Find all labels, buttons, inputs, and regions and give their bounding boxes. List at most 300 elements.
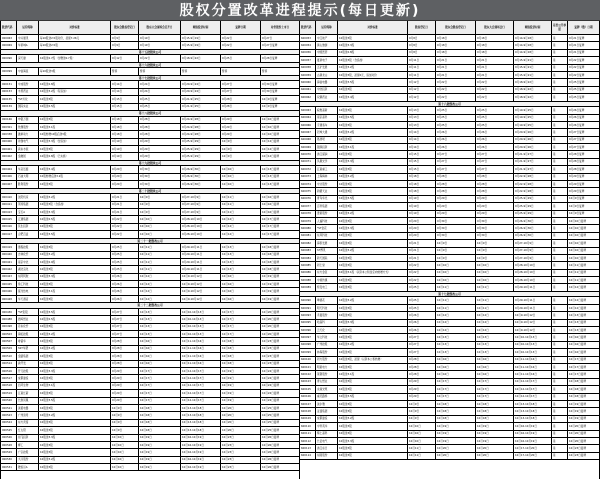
table-cell: 9月25日 (476, 107, 514, 114)
table-cell: 10股转增后送3.2股 (39, 174, 111, 181)
table-cell: 10月18日 (436, 408, 476, 415)
table-cell: 10股送3股 (39, 464, 111, 471)
column-header: 复牌（数）日期 (568, 21, 599, 35)
table-cell: 明星电力 (316, 364, 338, 371)
table-cell: 600072 (300, 166, 316, 173)
table-cell: 9月28-10月10日 (181, 231, 221, 238)
table-cell: 10月11日 (408, 445, 436, 452)
table-cell: 10股送3股 (39, 96, 111, 103)
table-cell: 10月9日 (111, 427, 139, 434)
table-cell: 10股送3.3股 (39, 274, 111, 281)
table-cell: 10股送3股 (338, 137, 408, 144)
table-cell: 9月27日 (436, 166, 476, 173)
table-cell: 9月21日 (111, 202, 139, 209)
table-cell: 600086 (300, 270, 316, 277)
table-cell: 10月18日复牌 (568, 379, 599, 386)
table-cell: 10月11日 (476, 305, 514, 312)
table-cell: 10月12日 (221, 224, 261, 231)
table-cell: 600056 (300, 50, 316, 57)
table-cell: 600071 (300, 159, 316, 166)
table-cell: 9月25日 (476, 115, 514, 122)
table-cell: 10月9日 (111, 420, 139, 427)
table-cell: 9月13日 (408, 107, 436, 114)
table-cell: 9月27日复牌 (568, 129, 599, 136)
table-cell: 许继电气 (17, 139, 39, 146)
table-cell: 10月24日复牌 (261, 368, 299, 375)
table-row (300, 334, 599, 341)
table-cell: 10月12日 (476, 327, 514, 334)
table-cell: 9月30日 (476, 225, 514, 232)
table-cell: 10股送3股 (338, 188, 408, 195)
table-cell: 9月28日 (408, 371, 436, 378)
table-cell: 600054 (300, 42, 316, 49)
table-cell: 9月25日 (436, 107, 476, 114)
table-cell: 东方金钰 (316, 270, 338, 277)
table-cell: 9月26日 (111, 288, 139, 295)
table-cell: 9月14日 (111, 89, 139, 96)
table-cell: 9月25日复牌 (568, 94, 599, 101)
table-cell: 10月20日 (436, 445, 476, 452)
table-row (1, 42, 299, 49)
table-cell: 10股送3.2股 (338, 65, 408, 72)
table-row (1, 346, 299, 353)
table-row (300, 225, 599, 232)
table-cell: 9月21日复牌 (568, 50, 599, 57)
table-cell: 10月11日 (476, 284, 514, 291)
table-cell: 南京中北 (17, 259, 39, 266)
table-cell: 10月16日 (436, 371, 476, 378)
table-cell: 9月21-9月27日 (514, 166, 552, 173)
table-cell: 10股送3股 (39, 181, 111, 188)
table-cell: 10月12日 (139, 274, 181, 281)
table-cell: 10月20日复牌 (261, 309, 299, 316)
table-cell: 10月19日 (139, 442, 181, 449)
table-cell: 9月15-9月19日 (181, 35, 221, 42)
table-cell: 10月13日 (476, 342, 514, 349)
table-cell: 江南重工 (316, 166, 338, 173)
table-cell: 10月23日复牌 (568, 445, 599, 452)
table-cell: 10月11-10月16日 (181, 353, 221, 360)
table-cell: 10月12日 (436, 312, 476, 319)
table-cell: 10月25日复牌 (261, 427, 299, 434)
table-cell: 9月27-10月9日 (514, 248, 552, 255)
table-cell: 600063 (300, 107, 316, 114)
table-cell: 是 (552, 159, 568, 166)
table-cell: 柳工 (17, 442, 39, 449)
table-cell: 000517 (1, 375, 17, 382)
table-cell: 9月20日 (111, 181, 139, 188)
table-row (300, 401, 599, 408)
table-cell: 宇通客车 (316, 122, 338, 129)
table-row (300, 218, 599, 225)
table-cell: 000526 (1, 435, 17, 442)
table-header (1, 21, 299, 35)
table-cell: 10月10日 (111, 464, 139, 471)
table-cell: 10月24日复牌 (261, 398, 299, 405)
table-cell: 9月28日 (408, 357, 436, 364)
table-cell: 9月22日复牌 (568, 65, 599, 72)
table-cell: 9月28日 (221, 96, 261, 103)
table-row (300, 94, 599, 101)
table-cell: 10月10日 (111, 442, 139, 449)
table-cell: 10股送3股 (39, 405, 111, 412)
table-cell: 600097 (300, 334, 316, 341)
title-banner (0, 0, 600, 21)
table-cell: 9月29日 (111, 390, 139, 397)
table-cell: 600098 (300, 342, 316, 349)
table-row (300, 438, 599, 445)
table-cell: 10股送3.3股 (338, 320, 408, 327)
table-cell: 10月10日 (436, 270, 476, 277)
table-cell: 9月25-9月29日 (181, 146, 221, 153)
table-cell: 中信海直 (17, 68, 39, 75)
table-cell: 9月14日 (408, 137, 436, 144)
table-cell: 9月19日 (111, 146, 139, 153)
table-cell: 10月11日 (436, 284, 476, 291)
table-cell: 10月16-10月19日 (181, 464, 221, 471)
table-cell: 9月29日复牌 (568, 188, 599, 195)
table-cell: 10月10日复牌 (568, 240, 599, 247)
table-cell: 9月21日 (436, 72, 476, 79)
table-cell: 000507 (1, 338, 17, 345)
table-cell: 9月18日 (476, 50, 514, 57)
table-cell: 10股送3.2股 (338, 416, 408, 423)
table-cell: 10月26日复牌 (261, 464, 299, 471)
table-row (1, 202, 299, 209)
table-cell: 9月15-9月21日 (514, 57, 552, 64)
table-cell: 是 (552, 65, 568, 72)
table-cell: 中纺投资 (316, 87, 338, 94)
table-cell: 美尔雅 (316, 401, 338, 408)
table-cell: 华意压缩 (17, 166, 39, 173)
table-cell: 9月20日 (111, 174, 139, 181)
table-cell: 9月18日 (436, 42, 476, 49)
table-cell: 9月26-9月30日 (181, 174, 221, 181)
table-cell: 10月23日 (221, 435, 261, 442)
table-cell: 每10股送3股 (39, 68, 111, 75)
table-row (1, 181, 299, 188)
table-cell: 是 (552, 386, 568, 393)
table-cell: 长航凤凰 (17, 398, 39, 405)
table-cell: 10月10-10月13日 (514, 342, 552, 349)
table-cell: 000413 (1, 209, 17, 216)
table-cell: 10月12日 (476, 312, 514, 319)
table-row (300, 327, 599, 334)
table-cell: 9月15日 (408, 166, 436, 173)
table-cell: 9月19日 (139, 42, 181, 49)
section-divider: 第十六批股改公司 (1, 63, 299, 69)
table-cell: 东风科技 (316, 233, 338, 240)
table-cell: 是 (552, 42, 568, 49)
table-cell: 亚盛集团 (316, 408, 338, 415)
table-cell: 9月30日 (476, 218, 514, 225)
table-cell: 冠城大通 (316, 129, 338, 136)
table-row (300, 174, 599, 181)
table-cell: 9月11日 (408, 65, 436, 72)
table-row (1, 104, 299, 111)
table-cell: 10月19日 (476, 423, 514, 430)
table-cell: 10月19日 (436, 423, 476, 430)
table-cell: 10月9日 (408, 416, 436, 423)
table-cell: 10月9日 (221, 153, 261, 160)
table-cell: 10月9日复牌 (261, 104, 299, 111)
table-cell: 9月27-10月9日 (514, 240, 552, 247)
table-cell: 10月13-10月18日 (181, 420, 221, 427)
table-cell: 徐工科技 (17, 281, 39, 288)
table-cell: 9月22-9月28日 (514, 181, 552, 188)
column-header: 股东大会现场会召开日 (139, 21, 181, 35)
table-cell: 10股送3.2股 (338, 297, 408, 304)
table-cell: 10月10日 (111, 449, 139, 456)
table-cell: 是 (552, 137, 568, 144)
table-cell: 10股送3.2股 (338, 211, 408, 218)
table-cell: 是 (552, 144, 568, 151)
table-cell: 10月18日 (476, 401, 514, 408)
table-cell: 是 (552, 129, 568, 136)
table-cell: 000099 (1, 68, 17, 75)
table-cell: 000503 (1, 331, 17, 338)
column-header: 证券简称 (17, 21, 39, 35)
table-cell: 9月27日 (476, 151, 514, 158)
table-cell: 10股送3.5股 (39, 309, 111, 316)
table-cell: 10月18日 (221, 338, 261, 345)
table-cell: 10月18日复牌 (261, 244, 299, 251)
table-row (1, 368, 299, 375)
table-cell: 10股送3股 (338, 107, 408, 114)
table-cell: 10月11日 (139, 244, 181, 251)
table-cell: 10月16日 (139, 361, 181, 368)
table-cell: 富龙热电 (17, 288, 39, 295)
table-cell: 10月17-10月20日 (514, 445, 552, 452)
table-row (300, 386, 599, 393)
table-row (1, 124, 299, 131)
table-cell: 000069 (1, 42, 17, 49)
table-cell: 600114 (300, 453, 316, 460)
table-cell: 000425 (1, 281, 17, 288)
table-cell: 600070 (300, 151, 316, 158)
table-cell: 10月13-10月18日 (181, 427, 221, 434)
table-cell: 10月19日复牌 (568, 408, 599, 415)
table-cell: 是 (552, 305, 568, 312)
table-cell: 9月28-10月10日 (514, 277, 552, 284)
table-cell: 000514 (1, 361, 17, 368)
table-cell: 9月28日 (476, 188, 514, 195)
table-cell: 四环生物 (17, 383, 39, 390)
table-cell: 9月11日 (408, 72, 436, 79)
table-cell: 10月12-10月17日 (181, 368, 221, 375)
table-cell: 9月19日 (139, 35, 181, 42)
table-cell: 10月23日复牌 (261, 361, 299, 368)
table-row (1, 216, 299, 223)
table-row (300, 159, 599, 166)
table-cell: 9月25日 (111, 252, 139, 259)
table-cell: 合肥百货 (17, 231, 39, 238)
table-cell: 600062 (300, 94, 316, 101)
section-divider: 第二十一批股改公司 (1, 239, 299, 245)
table-cell: 深天健 (17, 55, 39, 62)
table-cell: 10月16-10月19日 (514, 423, 552, 430)
table-row (1, 117, 299, 124)
table-cell: 9月26日复牌 (568, 115, 599, 122)
table-cell: 10月12日 (221, 231, 261, 238)
table-cell: 9月18日 (111, 124, 139, 131)
table-cell: 10月10日复牌 (261, 117, 299, 124)
table-cell: 9月8日 (408, 35, 436, 42)
table-cell: 啤酒花 (316, 297, 338, 304)
table-cell: 古越龙山 (316, 72, 338, 79)
section-divider: 第二十批股改公司 (1, 189, 299, 195)
table-row (1, 146, 299, 153)
table-cell: 9月21日 (476, 57, 514, 64)
table-cell: 10月11日 (221, 209, 261, 216)
table-cell: 10月23日复牌 (568, 453, 599, 460)
table-cell: 000406 (1, 174, 17, 181)
table-cell: 9月28日 (476, 174, 514, 181)
table-cell: 9月15日 (408, 151, 436, 158)
table-cell: 9月28日 (139, 124, 181, 131)
table-cell: 600064 (300, 115, 316, 122)
table-cell: 10月10日复牌 (568, 248, 599, 255)
table-cell: 同方股份 (316, 357, 338, 364)
table-cell: 10月17日 (139, 368, 181, 375)
table-cell: 9月30日 (436, 218, 476, 225)
table-cell: 10股送2.7股（含赠送0.7股） (39, 55, 111, 62)
table-cell: 成都建投 (17, 375, 39, 382)
table-cell: 9月8日 (408, 42, 436, 49)
table-cell: 中成股份 (17, 81, 39, 88)
table-cell: 10月23日复牌 (261, 346, 299, 353)
table-cell: 10月13-10月18日 (181, 405, 221, 412)
table-cell: 10月10-10月13日 (514, 334, 552, 341)
column-header: 网络投票时间 (181, 21, 221, 35)
table-row (1, 252, 299, 259)
table-cell: 是 (552, 401, 568, 408)
table-cell: 10月12日 (436, 320, 476, 327)
table-cell: 600105 (300, 386, 316, 393)
table-cell: 10股送3.2股 (39, 194, 111, 201)
table-cell: 10股送3股 (338, 166, 408, 173)
table-row (300, 79, 599, 86)
table-cell: 9月25日复牌 (568, 87, 599, 94)
table-row (1, 281, 299, 288)
table-row (300, 364, 599, 371)
table-cell: 10月11日复牌 (568, 277, 599, 284)
table-cell: 9月26日复牌 (568, 122, 599, 129)
table-cell: 9月29日 (221, 117, 261, 124)
table-cell: 000402 (1, 153, 17, 160)
table-row (1, 231, 299, 238)
table-cell: 9月14-9月18日 (514, 35, 552, 42)
table-cell: 600079 (300, 218, 316, 225)
table-cell: 9月26日 (111, 274, 139, 281)
table-cell: 600082 (300, 240, 316, 247)
table-cell: 9月22日 (408, 277, 436, 284)
table-cell: 9月19-9月25日 (514, 115, 552, 122)
table-cell: 10月9日 (221, 139, 261, 146)
table-cell: 10月10-10月13日 (514, 349, 552, 356)
table-cell: 9月18日 (111, 131, 139, 138)
table-row (300, 196, 599, 203)
table-cell: 9月20-9月24日 (181, 89, 221, 96)
table-cell: 10月9日 (221, 146, 261, 153)
table-cell: 600069 (300, 144, 316, 151)
table-cell: 暂停 (139, 68, 181, 75)
table-cell: 000301 (1, 124, 17, 131)
table-cell: 10月17日复牌 (568, 357, 599, 364)
table-cell: 000419 (1, 244, 17, 251)
table-cell: 9月25日 (408, 305, 436, 312)
table-cell: 9月29日复牌 (568, 174, 599, 181)
table-cell: 丹东化纤 (17, 324, 39, 331)
table-cell: 9月15-9月19日 (181, 42, 221, 49)
table-cell: 10月9日复牌 (568, 211, 599, 218)
table-row (1, 131, 299, 138)
table-cell: 10月19日 (476, 431, 514, 438)
table-cell: 10月9日复牌 (568, 203, 599, 210)
table-cell: 000166 (1, 117, 17, 124)
table-cell: 9月29日 (111, 368, 139, 375)
table-cell: 10月20日 (221, 427, 261, 434)
table-cell: 是 (552, 445, 568, 452)
table-cell: 9月26日 (111, 281, 139, 288)
table-cell: 是 (552, 218, 568, 225)
table-cell: 600060 (300, 79, 316, 86)
table-cell: 10月13日 (436, 342, 476, 349)
column-header: 对价标准 (39, 21, 111, 35)
table-cell: 9月30日 (139, 174, 181, 181)
table-row (300, 72, 599, 79)
table-cell: 600112 (300, 438, 316, 445)
table-cell: 9月13日 (408, 115, 436, 122)
table-cell: 9月9日 (111, 35, 139, 42)
table-cell: 是 (552, 423, 568, 430)
table-cell: 稀土高科 (316, 431, 338, 438)
table-cell: 华侨城A (17, 42, 39, 49)
table-cell: 10股送3股 (338, 218, 408, 225)
table-cell: 成都建投 (316, 416, 338, 423)
table-cell: 10股送3股，派现2元，追加对价 (338, 72, 408, 79)
table-cell: 10月26日复牌 (261, 435, 299, 442)
table-cell: 000404 (1, 166, 17, 173)
table-row (1, 383, 299, 390)
table-cell: 10月11-10月16日 (181, 338, 221, 345)
table-cell: 9月19日 (408, 196, 436, 203)
table-cell: 10月13-10月18日 (514, 401, 552, 408)
table-cell: 是 (552, 416, 568, 423)
table-row (300, 423, 599, 430)
table-cell: 9月27日 (111, 331, 139, 338)
table-cell: 10月12日 (436, 327, 476, 334)
table-cell: 000415 (1, 216, 17, 223)
table-cell: *ST张股 (17, 309, 39, 316)
table-cell: 10月16日 (221, 274, 261, 281)
table-cell: 10月12日 (221, 216, 261, 223)
table-cell: 10月10日复牌 (568, 255, 599, 262)
table-row (300, 248, 599, 255)
table-cell: 10股送2.5股 (39, 216, 111, 223)
table-cell: 10月17日 (436, 379, 476, 386)
table-cell: 10股送3股 (338, 453, 408, 460)
table-cell: 600088 (300, 277, 316, 284)
table-cell: 10月16-10月19日 (181, 449, 221, 456)
table-cell: 000510 (1, 353, 17, 360)
table-row (300, 342, 599, 349)
table-cell: 9月19日 (408, 203, 436, 210)
table-cell: 9月29日 (476, 196, 514, 203)
table-cell: 粤富华 (17, 338, 39, 345)
table-row (1, 405, 299, 412)
table-cell: 9月20日 (111, 166, 139, 173)
